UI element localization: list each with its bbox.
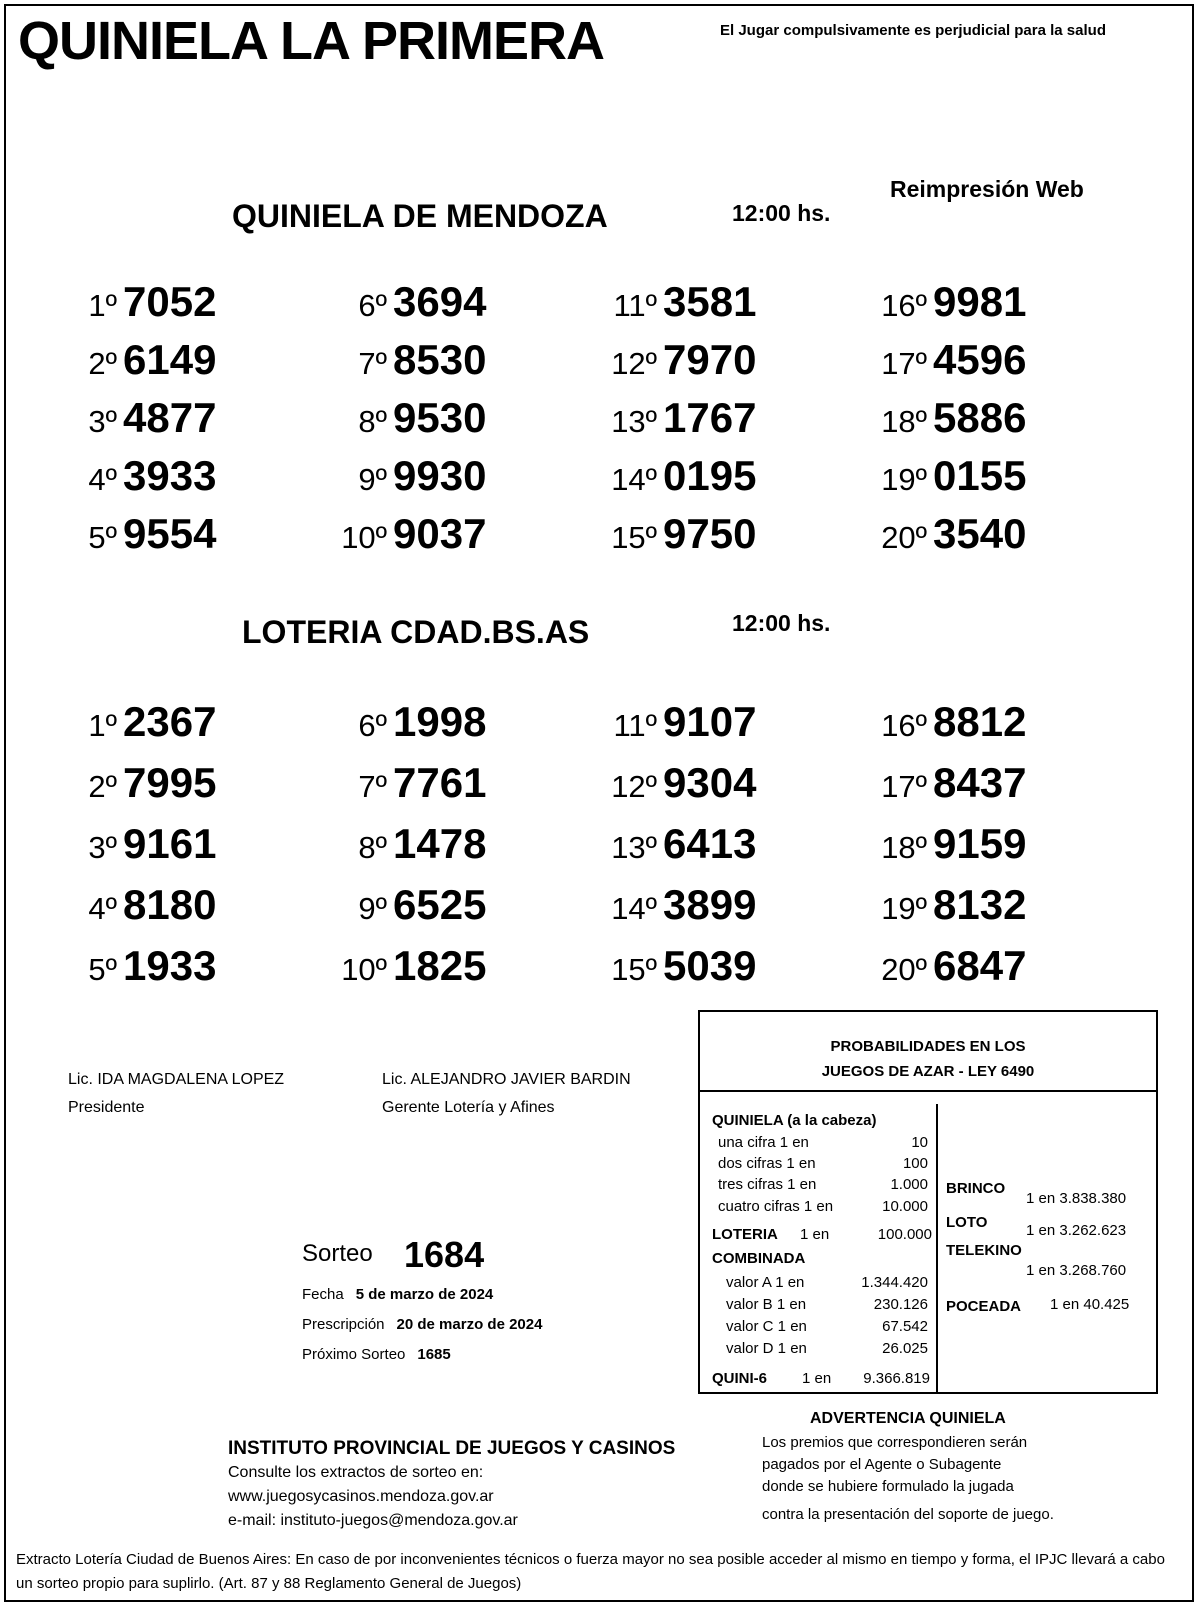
result-entry [52,510,216,558]
result-entry [592,336,756,384]
result-number: 7970 [663,336,757,383]
result-position: 14º [611,462,657,497]
prescripcion-value: 20 de marzo de 2024 [396,1316,543,1333]
result-number: 3899 [663,881,757,928]
quiniela-prob-title: QUINIELA (a la cabeza) [712,1112,877,1129]
president-role: Presidente [68,1099,145,1116]
result-position: 15º [611,520,657,555]
probabilities-divider [936,1104,938,1394]
result-position: 17º [881,769,927,804]
result-entry [592,394,756,442]
result-number: 8180 [123,881,217,928]
result-entry [322,759,486,807]
result-position: 10º [341,520,387,555]
combinada-row-label: valor B 1 en [726,1296,807,1313]
result-position: 1º [88,288,117,323]
result-entry [862,698,1026,746]
result-position: 18º [881,830,927,865]
result-entry [592,881,756,929]
probabilities-title-2: JUEGOS DE AZAR - LEY 6490 [821,1063,1035,1080]
result-number: 9107 [663,698,757,745]
mendoza-time: 12:00 hs. [732,200,831,226]
result-entry [322,510,486,558]
prescripcion-row [302,1316,542,1333]
footer-note: Extracto Lotería Ciudad de Buenos Aires: En caso de por inconvenientes técnicos o fuerza mayor no sea posible acceder al mismo en tiempo y forma, el IPJC llevará a cabo un sorteo propio para suplirlo. (Art. 87 y 88 Reglamento General de Juegos) [16,1551,1165,1592]
result-number: 3694 [393,278,487,325]
result-entry [322,394,486,442]
combinada-row-value: 26.025 [882,1340,928,1357]
sorteo-number: 1684 [404,1234,485,1275]
result-number: 1998 [393,698,487,745]
result-entry [592,820,756,868]
combinada-row-value: 230.126 [873,1296,928,1313]
result-number: 8812 [933,698,1027,745]
result-number: 6525 [393,881,487,928]
result-position: 5º [88,520,117,555]
combinada-prob-title: COMBINADA [712,1250,806,1267]
result-position: 19º [881,462,927,497]
result-position: 16º [881,288,927,323]
loto-prob-label: LOTO [946,1214,988,1231]
result-entry [322,336,486,384]
result-number: 2367 [123,698,217,745]
result-entry [592,510,756,558]
fecha-value: 5 de marzo de 2024 [355,1286,494,1303]
loteria-prob-value: 100.000 [877,1226,932,1243]
result-entry [862,820,1026,868]
quiniela-row-label: tres cifras 1 en [718,1176,817,1193]
result-entry [52,881,216,929]
result-number: 0155 [933,452,1027,499]
result-position: 11º [613,708,657,743]
advertencia-line: Los premios que correspondieren serán [762,1434,1028,1451]
result-number: 5886 [933,394,1027,441]
result-position: 1º [88,708,117,743]
result-number: 1825 [393,942,487,989]
result-position: 9º [358,462,387,497]
result-entry [52,698,216,746]
loteria-prob-label: LOTERIA [712,1226,778,1243]
quini6-prob-value: 9.366.819 [863,1370,930,1387]
result-entry [322,452,486,500]
institute-consult: Consulte los extractos de sorteo en: [228,1464,484,1481]
result-entry [52,452,216,500]
result-entry [322,881,486,929]
result-entry [322,698,486,746]
result-position: 2º [88,346,117,381]
result-number: 0195 [663,452,757,499]
result-position: 8º [358,404,387,439]
probabilities-title-1: PROBABILIDADES EN LOS [830,1038,1026,1055]
advertencia-title: ADVERTENCIA QUINIELA [810,1410,1006,1427]
result-number: 1767 [663,394,757,441]
quiniela-row-value: 1.000 [890,1176,928,1193]
page-title: QUINIELA LA PRIMERA [18,11,604,71]
quiniela-row-value: 10.000 [882,1198,928,1215]
result-entry [862,336,1026,384]
proximo-row [302,1346,451,1363]
result-position: 14º [611,891,657,926]
prescripcion-label: Prescripción [302,1316,385,1333]
combinada-row-label: valor A 1 en [726,1274,805,1291]
telekino-prob-value: 1 en 3.268.760 [1026,1262,1127,1279]
reprint-label: Reimpresión Web [890,176,1084,202]
combinada-row-label: valor C 1 en [726,1318,807,1335]
quiniela-row-label: una cifra 1 en [718,1134,809,1151]
advertencia-line: donde se hubiere formulado la jugada [762,1478,1014,1495]
result-number: 6149 [123,336,217,383]
result-position: 12º [611,346,657,381]
result-number: 8530 [393,336,487,383]
result-number: 3581 [663,278,757,325]
brinco-prob-value: 1 en 3.838.380 [1026,1190,1127,1207]
proximo-label: Próximo Sorteo [302,1346,406,1363]
result-entry [592,278,756,326]
result-position: 15º [611,952,657,987]
president-name: Lic. IDA MAGDALENA LOPEZ [68,1071,285,1088]
result-position: 2º [88,769,117,804]
result-entry [592,759,756,807]
loteria-prob-en: 1 en [800,1226,830,1243]
result-position: 7º [358,346,387,381]
result-position: 20º [881,952,927,987]
result-position: 17º [881,346,927,381]
result-number: 9930 [393,452,487,499]
result-number: 4877 [123,394,217,441]
quiniela-row-label: cuatro cifras 1 en [718,1198,834,1215]
probabilities-header [700,1012,1156,1092]
result-entry [322,820,486,868]
result-number: 7761 [393,759,487,806]
result-position: 6º [358,708,387,743]
result-position: 8º [358,830,387,865]
fecha-label: Fecha [302,1286,344,1303]
result-number: 9981 [933,278,1027,325]
result-entry [862,942,1026,990]
poceada-prob-label: POCEADA [946,1298,1022,1315]
result-number: 8437 [933,759,1027,806]
result-number: 9161 [123,820,217,867]
result-position: 3º [88,404,117,439]
manager-role: Gerente Lotería y Afines [382,1099,555,1116]
manager-name: Lic. ALEJANDRO JAVIER BARDIN [382,1071,631,1088]
result-number: 6413 [663,820,757,867]
result-entry [862,881,1026,929]
probabilities-box [698,1010,1158,1394]
institute-website[interactable]: www.juegosycasinos.mendoza.gov.ar [228,1488,494,1505]
result-number: 1933 [123,942,217,989]
result-number: 8132 [933,881,1027,928]
advertencia-line: contra la presentación del soporte de juego. [762,1506,1054,1523]
result-position: 11º [613,288,657,323]
result-number: 9554 [123,510,217,557]
brinco-prob-label: BRINCO [946,1180,1006,1197]
result-position: 4º [88,462,117,497]
combinada-row-value: 67.542 [882,1318,928,1335]
result-position: 18º [881,404,927,439]
result-position: 3º [88,830,117,865]
quiniela-row-label: dos cifras 1 en [718,1155,816,1172]
mendoza-title: QUINIELA DE MENDOZA [232,198,608,234]
poceada-prob-value: 1 en 40.425 [1050,1296,1130,1313]
result-position: 16º [881,708,927,743]
result-position: 7º [358,769,387,804]
institute-email[interactable]: e-mail: instituto-juegos@mendoza.gov.ar [228,1512,518,1529]
fecha-row [302,1286,493,1303]
combinada-row-label: valor D 1 en [726,1340,807,1357]
result-number: 9530 [393,394,487,441]
result-entry [52,820,216,868]
result-entry [862,278,1026,326]
result-number: 7995 [123,759,217,806]
institute-name: INSTITUTO PROVINCIAL DE JUEGOS Y CASINOS [228,1438,676,1459]
result-position: 13º [611,404,657,439]
advertencia-line: pagados por el Agente o Subagente [762,1456,1002,1473]
result-position: 19º [881,891,927,926]
result-entry [322,278,486,326]
result-entry [52,942,216,990]
quiniela-row-value: 100 [902,1155,928,1172]
result-number: 6847 [933,942,1027,989]
result-number: 9750 [663,510,757,557]
quiniela-row-value: 10 [911,1134,928,1151]
result-number: 1478 [393,820,487,867]
proximo-value: 1685 [417,1346,451,1363]
quini6-prob-en: 1 en [802,1370,832,1387]
result-entry [592,942,756,990]
result-entry [862,394,1026,442]
loto-prob-value: 1 en 3.262.623 [1026,1222,1127,1239]
health-warning: El Jugar compulsivamente es perjudicial para la salud [720,22,1106,39]
result-number: 4596 [933,336,1027,383]
result-position: 4º [88,891,117,926]
result-entry [52,394,216,442]
result-entry [52,759,216,807]
result-number: 3540 [933,510,1027,557]
result-position: 12º [611,769,657,804]
result-number: 5039 [663,942,757,989]
result-number: 9159 [933,820,1027,867]
result-entry [592,452,756,500]
sorteo-label: Sorteo [302,1240,373,1267]
result-entry [52,336,216,384]
result-number: 3933 [123,452,217,499]
result-number: 7052 [123,278,217,325]
result-entry [862,510,1026,558]
quini6-prob-label: QUINI-6 [712,1370,768,1387]
result-number: 9037 [393,510,487,557]
telekino-prob-label: TELEKINO [946,1242,1022,1259]
bsas-time: 12:00 hs. [732,610,831,636]
result-position: 13º [611,830,657,865]
combinada-row-value: 1.344.420 [861,1274,928,1291]
result-position: 9º [358,891,387,926]
result-position: 10º [341,952,387,987]
result-position: 6º [358,288,387,323]
result-number: 9304 [663,759,757,806]
result-position: 20º [881,520,927,555]
result-entry [322,942,486,990]
bsas-title: LOTERIA CDAD.BS.AS [242,614,590,650]
result-entry [862,759,1026,807]
result-entry [52,278,216,326]
result-entry [592,698,756,746]
result-position: 5º [88,952,117,987]
result-entry [862,452,1026,500]
